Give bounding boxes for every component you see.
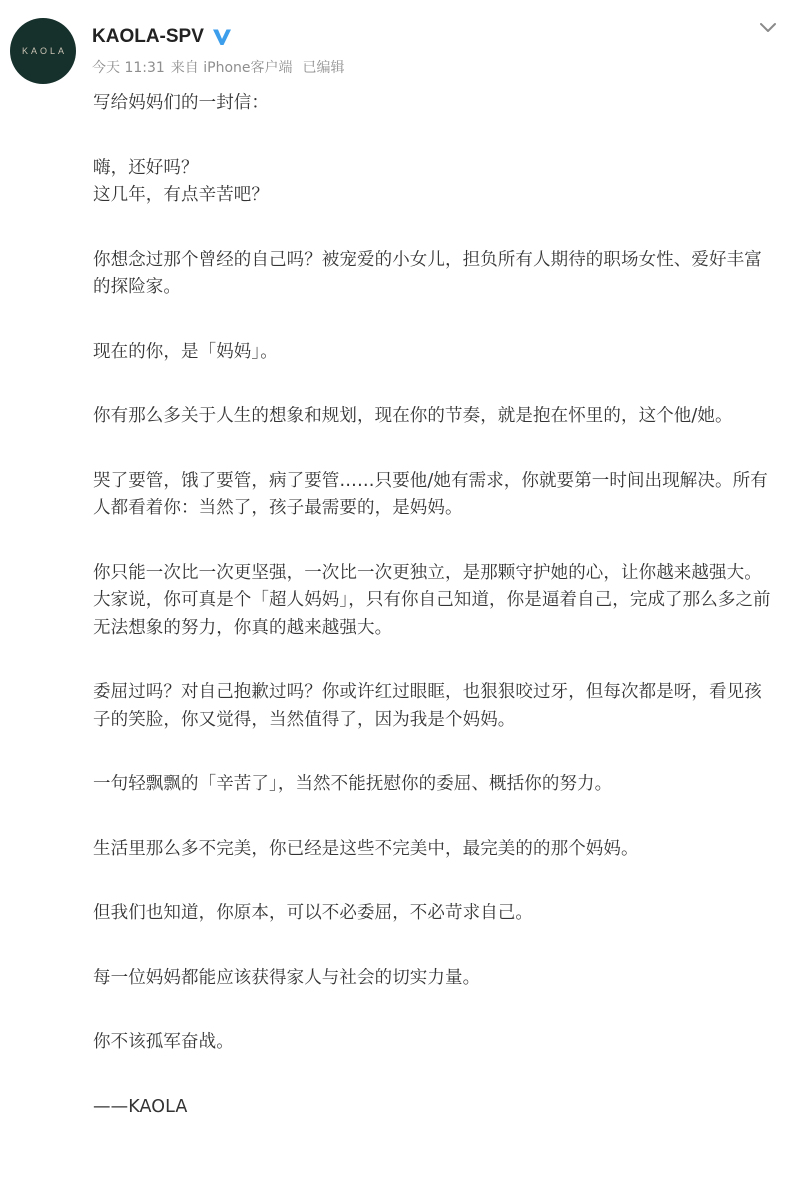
- post-paragraph: 你不该孤军奋战。: [93, 1032, 234, 1052]
- post-paragraph: 但我们也知道，你原本，可以不必委屈，不必苛求自己。: [93, 903, 533, 923]
- paragraph-gap: [93, 734, 773, 771]
- paragraph-gap: [93, 863, 773, 900]
- paragraph-gap: [93, 431, 773, 468]
- post-paragraph: 大家说，你可真是个「超人妈妈」，只有你自己知道，你是逼着自己，完成了那么多之前无法想象的努力，你真的越来越强大。: [93, 590, 771, 638]
- post-paragraph: 一句轻飘飘的「辛苦了」，当然不能抚慰你的委屈、概括你的努力。: [93, 774, 613, 794]
- post-meta: [92, 58, 740, 78]
- post-paragraph: 你有那么多关于人生的想象和规划，现在你的节奏，就是抱在怀里的，这个他/她。: [93, 406, 733, 426]
- post-header: [92, 22, 740, 78]
- paragraph-gap: [93, 302, 773, 339]
- post-paragraph: 这几年，有点辛苦吧？: [93, 185, 269, 205]
- paragraph-gap: [93, 928, 773, 965]
- post-paragraph: 现在的你，是「妈妈」。: [93, 341, 278, 362]
- edited-label[interactable]: 已编辑: [302, 60, 345, 76]
- avatar[interactable]: [10, 18, 76, 84]
- name-row: [92, 22, 740, 52]
- post-paragraph: 嗨，还好吗？: [93, 157, 199, 178]
- post-paragraph: 你只能一次比一次更坚强，一次比一次更独立，是那颗守护她的心，让你越来越强大。: [93, 562, 762, 583]
- chevron-down-icon[interactable]: [756, 16, 780, 40]
- post-paragraph: 写给妈妈们的一封信：: [93, 93, 269, 113]
- post-paragraph: 生活里那么多不完美，你已经是这些不完美中，最完美的的那个妈妈。: [93, 838, 639, 859]
- paragraph-gap: [93, 642, 773, 679]
- paragraph-gap: [93, 992, 773, 1029]
- post-signature: ——KAOLA: [93, 1096, 188, 1117]
- post-paragraph: 每一位妈妈都能应该获得家人与社会的切实力量。: [93, 967, 481, 988]
- post-body: [93, 90, 773, 1121]
- avatar-logo-text: KAOLA: [21, 46, 67, 56]
- paragraph-gap: [93, 799, 773, 836]
- post-source[interactable]: 来自 iPhone客户端: [170, 60, 293, 76]
- verified-v-icon: [211, 26, 233, 48]
- paragraph-gap: [93, 118, 773, 155]
- username-link[interactable]: KAOLA-SPV: [92, 26, 204, 47]
- paragraph-gap: [93, 523, 773, 560]
- paragraph-gap: [93, 210, 773, 247]
- post-paragraph: 你想念过那个曾经的自己吗？被宠爱的小女儿，担负所有人期待的职场女性、爱好丰富的探险家。: [93, 249, 762, 297]
- paragraph-gap: [93, 1057, 773, 1094]
- post-paragraph: 哭了要管，饿了要管，病了要管……只要他/她有需求，你就要第一时间出现解决。所有人都看着你：当然了，孩子最需要的，是妈妈。: [93, 470, 768, 518]
- post-timestamp[interactable]: 今天 11:31: [92, 60, 165, 76]
- paragraph-gap: [93, 366, 773, 403]
- post-paragraph: 委屈过吗？对自己抱歉过吗？你或许红过眼眶，也狠狠咬过牙，但每次都是呀，看见孩子的笑脸，你又觉得，当然值得了，因为我是个妈妈。: [93, 682, 762, 730]
